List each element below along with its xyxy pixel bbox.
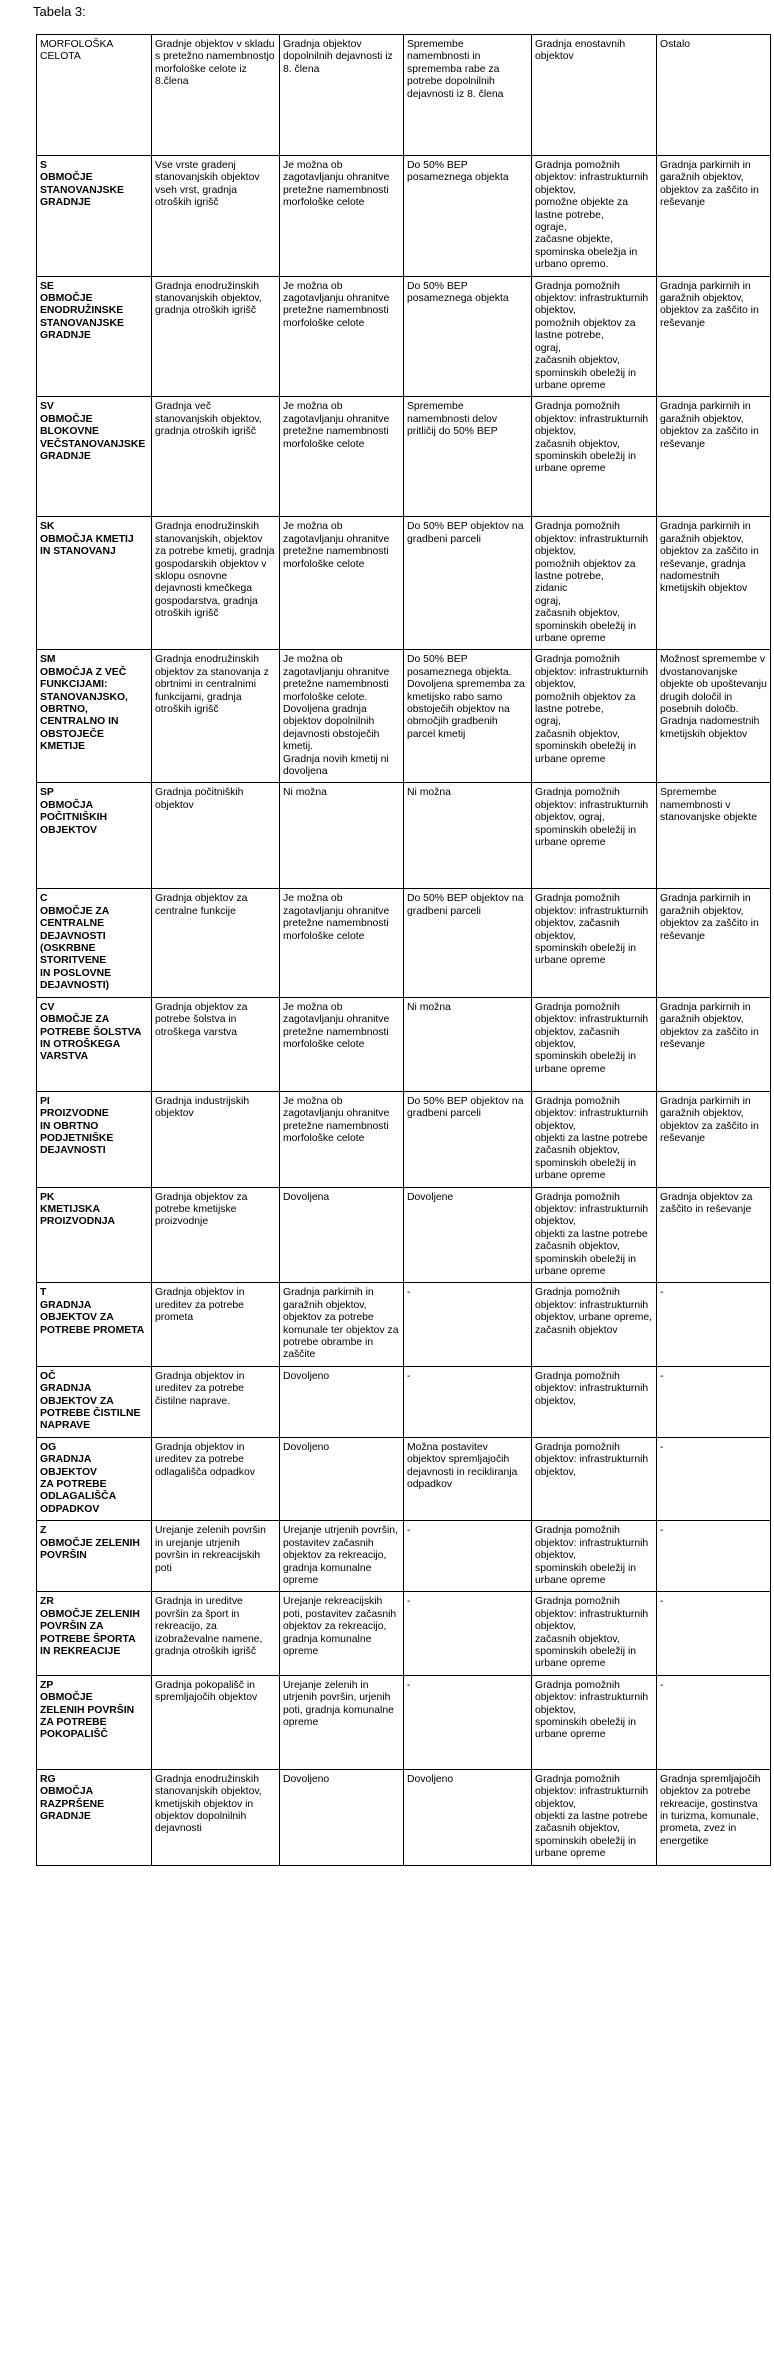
table-cell: Gradnja parkirnih in garažnih objektov, objektov za zaščito in reševanje, gradnja nadomestnih kmetijskih objektov bbox=[657, 517, 771, 650]
table-cell: Gradnja objektov in ureditev za potrebe prometa bbox=[152, 1283, 280, 1366]
table-cell: Gradnja spremljajočih objektov za potrebe rekreacije, gostinstva in turizma, komunale, prometa, zvez in energetike bbox=[657, 1769, 771, 1865]
table-cell: Gradnja pomožnih objektov: infrastrukturnih objektov, začasnih objektov, spominskih obeležij in urbane opreme bbox=[532, 889, 657, 997]
header-cell: Gradnja enostavnih objektov bbox=[532, 35, 657, 156]
table-cell: Urejanje rekreacijskih poti, postavitev začasnih objektov za rekreacijo, gradnja komunalne opreme bbox=[280, 1592, 404, 1675]
table-cell: Gradnja objektov za centralne funkcije bbox=[152, 889, 280, 997]
header-cell: Spremembe namembnosti in sprememba rabe za potrebe dopolnilnih dejavnosti iz 8. člena bbox=[404, 35, 532, 156]
table-cell: Gradnja enodružinskih stanovanjskih objektov, kmetijskih objektov in objektov dopolnilnih dejavnosti bbox=[152, 1769, 280, 1865]
table-row bbox=[37, 1769, 771, 1865]
table-cell: Vse vrste gradenj stanovanjskih objektov vseh vrst, gradnja otroških igrišč bbox=[152, 156, 280, 277]
table-cell: Ni možna bbox=[280, 783, 404, 889]
table-cell: - bbox=[657, 1366, 771, 1437]
zone-code-cell: CV OBMOČJE ZA POTREBE ŠOLSTVA IN OTROŠKEGA VARSTVA bbox=[37, 997, 152, 1091]
table-cell: Gradnja pomožnih objektov: infrastrukturnih objektov, objekti za lastne potrebe začasnih objektov, spominskih obeležij in urbane opreme bbox=[532, 1769, 657, 1865]
table-cell: Je možna ob zagotavljanju ohranitve pretežne namembnosti morfološke celote. Dovoljena gradnja objektov dopolnilnih dejavnosti obstoječih kmetij. Gradnja novih kmetij ni dovoljena bbox=[280, 650, 404, 783]
table-cell: Gradnja več stanovanjskih objektov, gradnja otroških igrišč bbox=[152, 397, 280, 517]
table-row bbox=[37, 276, 771, 397]
table-row bbox=[37, 1187, 771, 1283]
zone-code-cell: Z OBMOČJE ZELENIH POVRŠIN bbox=[37, 1521, 152, 1592]
table-cell: Je možna ob zagotavljanju ohranitve pretežne namembnosti morfološke celote bbox=[280, 889, 404, 997]
table-cell: Gradnja pomožnih objektov: infrastrukturnih objektov, objekti za lastne potrebe začasnih objektov, spominskih obeležij in urbane opreme bbox=[532, 1187, 657, 1283]
table-cell: Gradnja parkirnih in garažnih objektov, objektov za zaščito in reševanje bbox=[657, 276, 771, 397]
table-row bbox=[37, 1283, 771, 1366]
zoning-table bbox=[36, 34, 771, 1866]
table-cell: Možnost spremembe v dvostanovanjske objekte ob upoštevanju drugih določil in posebnih določb. Gradnja nadomestnih kmetijskih objektov bbox=[657, 650, 771, 783]
table-cell: Gradnja počitniških objektov bbox=[152, 783, 280, 889]
table-cell: Je možna ob zagotavljanju ohranitve pretežne namembnosti morfološke celote bbox=[280, 1091, 404, 1187]
table-cell: Gradnja industrijskih objektov bbox=[152, 1091, 280, 1187]
table-cell: Do 50% BEP posameznega objekta. Dovoljena sprememba za kmetijsko rabo samo obstoječih objektov na območjih gradbenih parcel kmetij bbox=[404, 650, 532, 783]
zone-code-cell: ZR OBMOČJE ZELENIH POVRŠIN ZA POTREBE ŠPORTA IN REKREACIJE bbox=[37, 1592, 152, 1675]
table-cell: Gradnja in ureditve površin za šport in rekreacijo, za izobraževalne namene, gradnja otroških igrišč bbox=[152, 1592, 280, 1675]
table-row bbox=[37, 1592, 771, 1675]
table-cell: - bbox=[404, 1592, 532, 1675]
zone-code-cell: SK OBMOČJA KMETIJ IN STANOVANJ bbox=[37, 517, 152, 650]
table-row bbox=[37, 517, 771, 650]
table-cell: Urejanje zelenih in utrjenih površin, urjenih poti, gradnja komunalne opreme bbox=[280, 1675, 404, 1769]
table-cell: Gradnja pomožnih objektov: infrastrukturnih objektov, začasnih objektov, spominskih obeležij in urbane opreme bbox=[532, 997, 657, 1091]
zone-code-cell: PK KMETIJSKA PROIZVODNJA bbox=[37, 1187, 152, 1283]
zone-code-cell: SP OBMOČJA POČITNIŠKIH OBJEKTOV bbox=[37, 783, 152, 889]
table-cell: Gradnja objektov za potrebe šolstva in otroškega varstva bbox=[152, 997, 280, 1091]
table-cell: Gradnja pomožnih objektov: infrastrukturnih objektov, začasnih objektov, spominskih obeležij in urbane opreme bbox=[532, 1592, 657, 1675]
table-cell: Gradnja parkirnih in garažnih objektov, objektov za zaščito in reševanje bbox=[657, 997, 771, 1091]
table-cell: Gradnja pomožnih objektov: infrastrukturnih objektov, objekti za lastne potrebe začasnih objektov, spominskih obeležij in urbane opreme bbox=[532, 1091, 657, 1187]
header-cell: Gradnja objektov dopolnilnih dejavnosti iz 8. člena bbox=[280, 35, 404, 156]
zone-code-cell: RG OBMOČJA RAZPRŠENE GRADNJE bbox=[37, 1769, 152, 1865]
table-cell: Gradnja parkirnih in garažnih objektov, objektov za zaščito in reševanje bbox=[657, 397, 771, 517]
table-cell: Gradnja enodružinskih stanovanjskih objektov, gradnja otroških igrišč bbox=[152, 276, 280, 397]
table-cell: Gradnja pomožnih objektov: infrastrukturnih objektov, urbane opreme, začasnih objektov bbox=[532, 1283, 657, 1366]
table-cell: Ni možna bbox=[404, 783, 532, 889]
table-cell: Urejanje utrjenih površin, postavitev začasnih objektov za rekreacijo, gradnja komunalne opreme bbox=[280, 1521, 404, 1592]
table-cell: Možna postavitev objektov spremljajočih dejavnosti in recikliranja odpadkov bbox=[404, 1437, 532, 1520]
table-cell: - bbox=[404, 1366, 532, 1437]
table-cell: Je možna ob zagotavljanju ohranitve pretežne namembnosti morfološke celote bbox=[280, 276, 404, 397]
table-cell: Dovoljeno bbox=[280, 1366, 404, 1437]
zone-code-cell: C OBMOČJE ZA CENTRALNE DEJAVNOSTI (OSKRBNE STORITVENE IN POSLOVNE DEJAVNOSTI) bbox=[37, 889, 152, 997]
table-cell: Je možna ob zagotavljanju ohranitve pretežne namembnosti morfološke celote bbox=[280, 397, 404, 517]
table-cell: - bbox=[657, 1521, 771, 1592]
table-cell: Spremembe namembnosti v stanovanjske objekte bbox=[657, 783, 771, 889]
table-cell: Gradnja pomožnih objektov: infrastrukturnih objektov, pomožnih objektov za lastne potrebe, ograj, začasnih objektov, spominskih obeležij in urbane opreme bbox=[532, 276, 657, 397]
header-cell: Gradnje objektov v skladu s pretežno namembnostjo morfološke celote iz 8.člena bbox=[152, 35, 280, 156]
table-cell: Dovoljene bbox=[404, 1187, 532, 1283]
table-cell: Gradnja enodružinskih stanovanjskih, objektov za potrebe kmetij, gradnja gospodarskih objektov v sklopu osnovne dejavnosti kmečkega gospodarstva, gradnja otroških igrišč bbox=[152, 517, 280, 650]
table-cell: Je možna ob zagotavljanju ohranitve pretežne namembnosti morfološke celote bbox=[280, 997, 404, 1091]
zone-code-cell: ZP OBMOČJE ZELENIH POVRŠIN ZA POTREBE POKOPALIŠČ bbox=[37, 1675, 152, 1769]
table-cell: Gradnja objektov in ureditev za potrebe čistilne naprave. bbox=[152, 1366, 280, 1437]
table-cell: Dovoljeno bbox=[404, 1769, 532, 1865]
table-cell: Gradnja objektov za zaščito in reševanje bbox=[657, 1187, 771, 1283]
table-cell: Do 50% BEP objektov na gradbeni parceli bbox=[404, 889, 532, 997]
table-row bbox=[37, 1366, 771, 1437]
table-cell: Gradnja objektov za potrebe kmetijske proizvodnje bbox=[152, 1187, 280, 1283]
table-row bbox=[37, 397, 771, 517]
table-cell: Do 50% BEP objektov na gradbeni parceli bbox=[404, 1091, 532, 1187]
table-row bbox=[37, 1437, 771, 1520]
table-cell: Gradnja pomožnih objektov: infrastrukturnih objektov, začasnih objektov, spominskih obeležij in urbane opreme bbox=[532, 397, 657, 517]
zone-code-cell: OG GRADNJA OBJEKTOV ZA POTREBE ODLAGALIŠČA ODPADKOV bbox=[37, 1437, 152, 1520]
zone-code-cell: PI PROIZVODNE IN OBRTNO PODJETNIŠKE DEJAVNOSTI bbox=[37, 1091, 152, 1187]
table-caption: Tabela 3: bbox=[33, 4, 86, 19]
table-row bbox=[37, 783, 771, 889]
table-cell: Je možna ob zagotavljanju ohranitve pretežne namembnosti morfološke celote bbox=[280, 517, 404, 650]
table-cell: Gradnja parkirnih in garažnih objektov, objektov za zaščito in reševanje bbox=[657, 156, 771, 277]
table-cell: Gradnja pomožnih objektov: infrastrukturnih objektov, bbox=[532, 1366, 657, 1437]
table-row bbox=[37, 1521, 771, 1592]
zone-code-cell: SE OBMOČJE ENODRUŽINSKE STANOVANJSKE GRADNJE bbox=[37, 276, 152, 397]
table-cell: - bbox=[657, 1592, 771, 1675]
table-cell: Gradnja parkirnih in garažnih objektov, objektov za potrebe komunale ter objektov za potrebe obrambe in zaščite bbox=[280, 1283, 404, 1366]
table-cell: Urejanje zelenih površin in urejanje utrjenih površin in rekreacijskih poti bbox=[152, 1521, 280, 1592]
table-cell: Gradnja objektov in ureditev za potrebe odlagališča odpadkov bbox=[152, 1437, 280, 1520]
table-cell: Gradnja pomožnih objektov: infrastrukturnih objektov, pomožne objekte za lastne potrebe, ograje, začasne objekte, spominska obeležja in urbano opremo. bbox=[532, 156, 657, 277]
table-cell: Gradnja parkirnih in garažnih objektov, objektov za zaščito in reševanje bbox=[657, 1091, 771, 1187]
table-cell: Gradnja pomožnih objektov: infrastrukturnih objektov, spominskih obeležij in urbane opreme bbox=[532, 1675, 657, 1769]
table-cell: Dovoljena bbox=[280, 1187, 404, 1283]
table-cell: Gradnja enodružinskih objektov za stanovanja z obrtnimi in centralnimi funkcijami, gradnja otroških igrišč bbox=[152, 650, 280, 783]
table-cell: - bbox=[404, 1521, 532, 1592]
table-row bbox=[37, 650, 771, 783]
table-cell: - bbox=[404, 1283, 532, 1366]
table-cell: Ni možna bbox=[404, 997, 532, 1091]
table-row bbox=[37, 156, 771, 277]
table-cell: Gradnja parkirnih in garažnih objektov, objektov za zaščito in reševanje bbox=[657, 889, 771, 997]
table-cell: - bbox=[404, 1675, 532, 1769]
table-cell: Gradnja pomožnih objektov: infrastrukturnih objektov, spominskih obeležij in urbane opreme bbox=[532, 1521, 657, 1592]
table-row bbox=[37, 997, 771, 1091]
header-cell: MORFOLOŠKA CELOTA bbox=[37, 35, 152, 156]
table-cell: Dovoljeno bbox=[280, 1769, 404, 1865]
table-cell: Do 50% BEP posameznega objekta bbox=[404, 156, 532, 277]
zone-code-cell: SV OBMOČJE BLOKOVNE VEČSTANOVANJSKE GRADNJE bbox=[37, 397, 152, 517]
header-row bbox=[37, 35, 771, 156]
zone-code-cell: SM OBMOČJA Z VEČ FUNKCIJAMI: STANOVANJSKO, OBRTNO, CENTRALNO IN OBSTOJEČE KMETIJE bbox=[37, 650, 152, 783]
table-cell: - bbox=[657, 1283, 771, 1366]
table-cell: Dovoljeno bbox=[280, 1437, 404, 1520]
table-row bbox=[37, 1675, 771, 1769]
table-row bbox=[37, 1091, 771, 1187]
header-cell: Ostalo bbox=[657, 35, 771, 156]
table-cell: Gradnja pomožnih objektov: infrastrukturnih objektov, pomožnih objektov za lastne potrebe, ograj, začasnih objektov, spominskih obeležij in urbane opreme bbox=[532, 650, 657, 783]
table-cell: Gradnja pomožnih objektov: infrastrukturnih objektov, ograj, spominskih obeležij in urbane opreme bbox=[532, 783, 657, 889]
table-cell: Do 50% BEP objektov na gradbeni parceli bbox=[404, 517, 532, 650]
table-cell: Gradnja pokopališč in spremljajočih objektov bbox=[152, 1675, 280, 1769]
zone-code-cell: S OBMOČJE STANOVANJSKE GRADNJE bbox=[37, 156, 152, 277]
table-cell: Spremembe namembnosti delov pritličij do 50% BEP bbox=[404, 397, 532, 517]
table-cell: Je možna ob zagotavljanju ohranitve pretežne namembnosti morfološke celote bbox=[280, 156, 404, 277]
table-cell: Do 50% BEP posameznega objekta bbox=[404, 276, 532, 397]
table-cell: Gradnja pomožnih objektov: infrastrukturnih objektov, bbox=[532, 1437, 657, 1520]
table-row bbox=[37, 889, 771, 997]
zone-code-cell: T GRADNJA OBJEKTOV ZA POTREBE PROMETA bbox=[37, 1283, 152, 1366]
table-cell: Gradnja pomožnih objektov: infrastrukturnih objektov, pomožnih objektov za lastne potrebe, zidanic ograj, začasnih objektov, spominskih obeležij in urbane opreme bbox=[532, 517, 657, 650]
table-cell: - bbox=[657, 1675, 771, 1769]
table-cell: - bbox=[657, 1437, 771, 1520]
zone-code-cell: OČ GRADNJA OBJEKTOV ZA POTREBE ČISTILNE NAPRAVE bbox=[37, 1366, 152, 1437]
